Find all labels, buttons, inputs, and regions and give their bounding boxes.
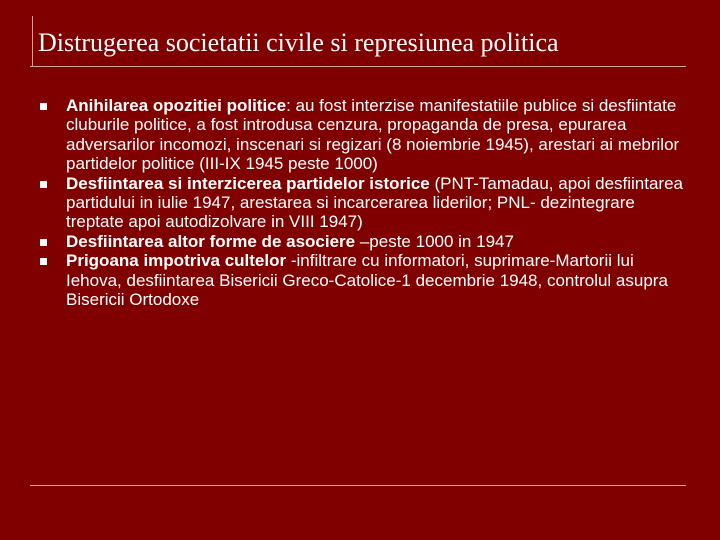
bullet-heading: Desfiintarea si interzicerea partidelor istorice bbox=[66, 173, 430, 193]
bullet-text: -infiltrare cu informatori, suprimare-Martorii lui Iehova, desfiintarea Bisericii Greco-Catolice-1 decembrie 1948, controlul asupra Bisericii Ortodoxe bbox=[66, 251, 668, 310]
bullet-text: : au fost interzise manifestatiile publice si desfiintate cluburile politice, a fost introdusa cenzura, propaganda de presa, epurarea adversarilor incomozi, inscenari si regizari (8 noiembrie 1945), arestari ai mebrilor partidelor politice (III-IX 1945 peste 1000) bbox=[66, 96, 680, 174]
bullet-item bbox=[40, 232, 690, 251]
square-bullet-icon bbox=[40, 258, 47, 265]
title-rule-vertical bbox=[32, 16, 33, 66]
bullet-text: (PNT-Tamadau, apoi desfiintarea partidului in iulie 1947, arestarea si incarcerarea liderilor; PNL- dezintegrare treptate apoi autodizolvare in VIII 1947) bbox=[66, 173, 684, 232]
bullet-list bbox=[40, 96, 690, 309]
bullet-heading: Desfiintarea altor forme de asociere bbox=[66, 231, 356, 251]
bottom-rule bbox=[30, 485, 686, 486]
bullet-heading: Anihilarea opozitiei politice bbox=[66, 96, 287, 115]
title-rule-horizontal bbox=[30, 66, 686, 67]
bullet-heading: Prigoana impotriva cultelor bbox=[66, 251, 287, 271]
square-bullet-icon bbox=[40, 103, 47, 110]
bullet-item bbox=[40, 251, 690, 309]
bullet-item bbox=[40, 174, 690, 232]
slide-title: Distrugerea societatii civile si represiunea politica bbox=[38, 28, 559, 57]
square-bullet-icon bbox=[40, 181, 47, 188]
bullet-text: –peste 1000 in 1947 bbox=[355, 231, 514, 251]
bullet-item bbox=[40, 96, 690, 174]
square-bullet-icon bbox=[40, 239, 47, 246]
